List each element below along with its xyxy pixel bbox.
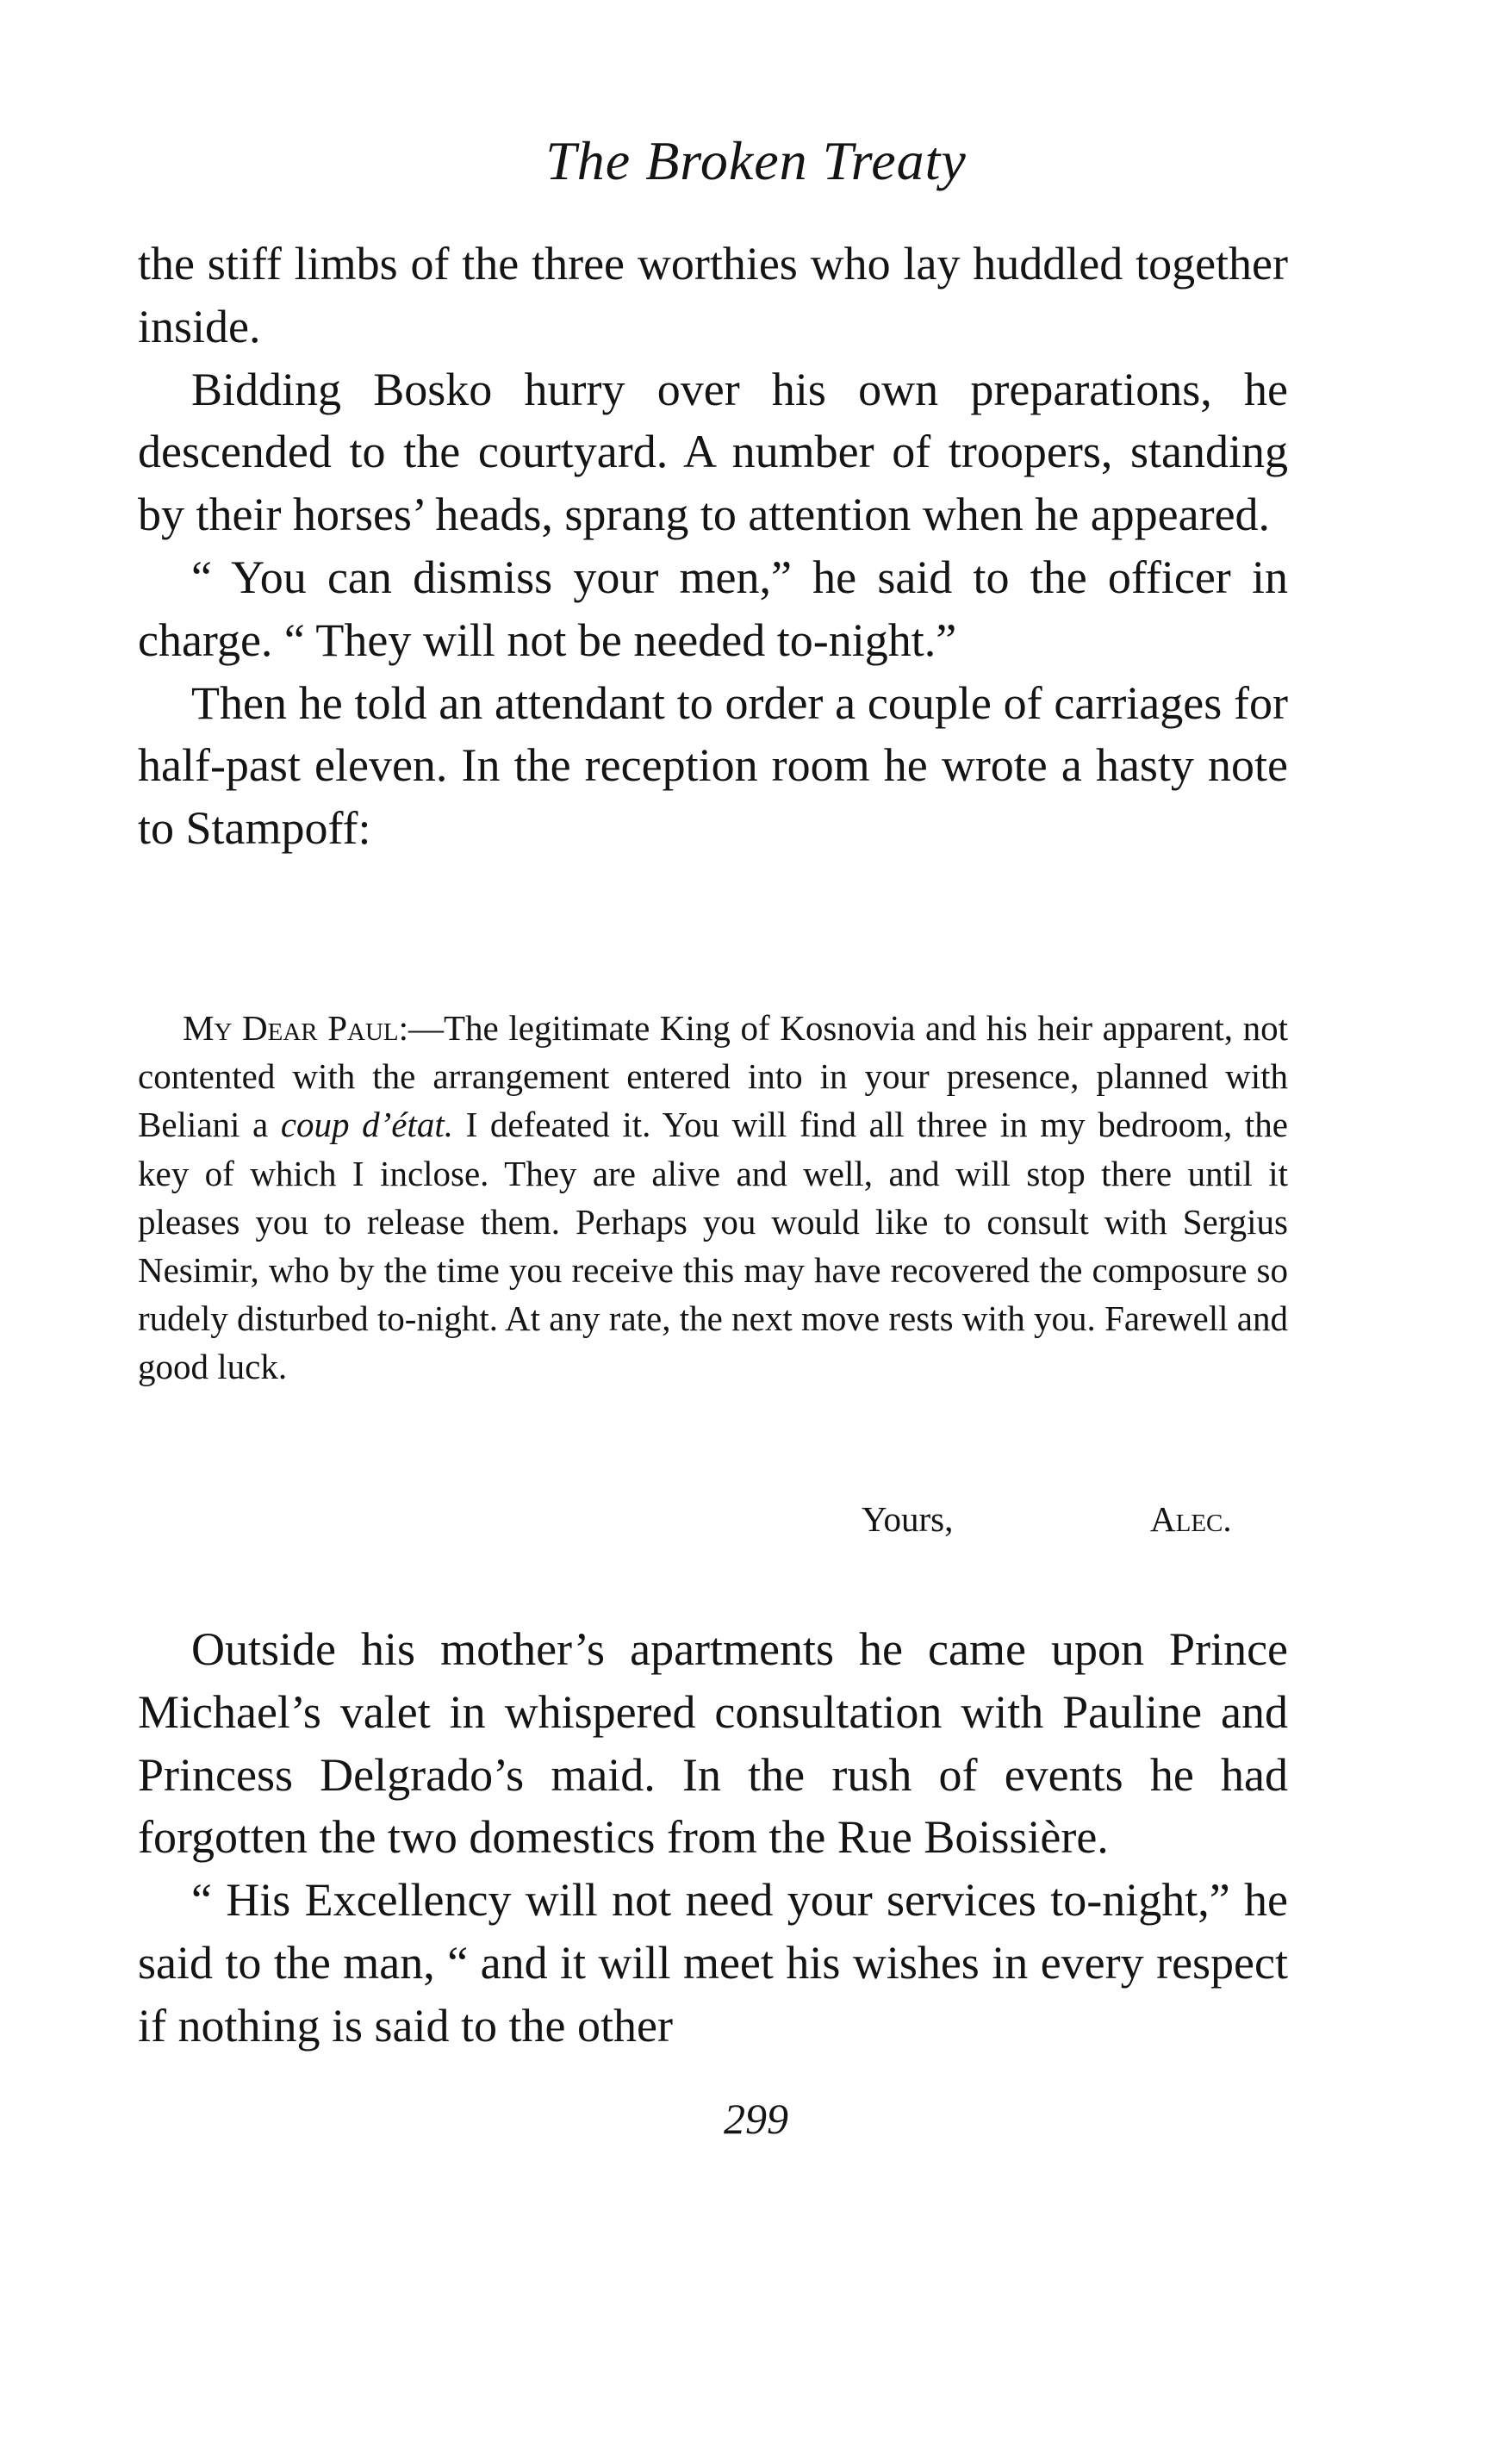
letter-block — [138, 1004, 1288, 1392]
paragraph: “ His Excellency will not need your services to-night,” he said to the man, “ and it will meet his wishes in every respect if nothing is said to the other — [138, 1874, 1288, 2052]
top-text-block — [138, 233, 1288, 860]
letter-valediction: Yours, — [862, 1499, 954, 1539]
running-head-title: The Broken Treaty — [545, 130, 967, 191]
paragraph-continued: the stiff limbs of the three worthies who lay huddled together inside. — [138, 238, 1288, 352]
letter-italic-phrase: coup d’état. — [280, 1105, 454, 1145]
paragraph: Bidding Bosko hurry over his own preparations, he descended to the courtyard. A number of troopers, standing by their horses’ heads, sprang to attention when he appeared. — [138, 363, 1288, 541]
paragraph: Then he told an attendant to order a couple of carriages for half-past eleven. In the reception room he wrote a hasty note to Stampoff: — [138, 676, 1288, 855]
bottom-text-block — [138, 1618, 1288, 2058]
letter-salutation: My Dear Paul: — [183, 1008, 409, 1048]
page-number: 299 — [724, 2095, 788, 2143]
letter-body-part: I defeated it. You will find all three in my bedroom, the key of which I inclose. They are alive and well, and will stop there until it pleases you to release them. Perhaps you would like to consult with Sergius Nesimir, who by the time you receive this may have recovered the composure so rudely disturbed to-night. At any rate, the next move rests with you. Farewell and good luck. — [138, 1105, 1288, 1387]
paragraph: Outside his mother’s apartments he came upon Prince Michael’s valet in whispered consultation with Pauline and Princess Delgrado’s maid. In the rush of events he had forgotten the two domestics from the Rue Boissière. — [138, 1623, 1288, 1864]
paragraph: “ You can dismiss your men,” he said to the officer in charge. “ They will not be needed to-night.” — [138, 551, 1288, 666]
letter-body-part: —The legitimate King of Kosnovia and his heir apparent, not contented with the arrangement entered into in your presence, planned with Beliani a — [138, 1008, 1288, 1145]
letter-paragraph — [138, 1004, 1288, 1392]
letter-signature: Alec. — [1150, 1499, 1232, 1539]
